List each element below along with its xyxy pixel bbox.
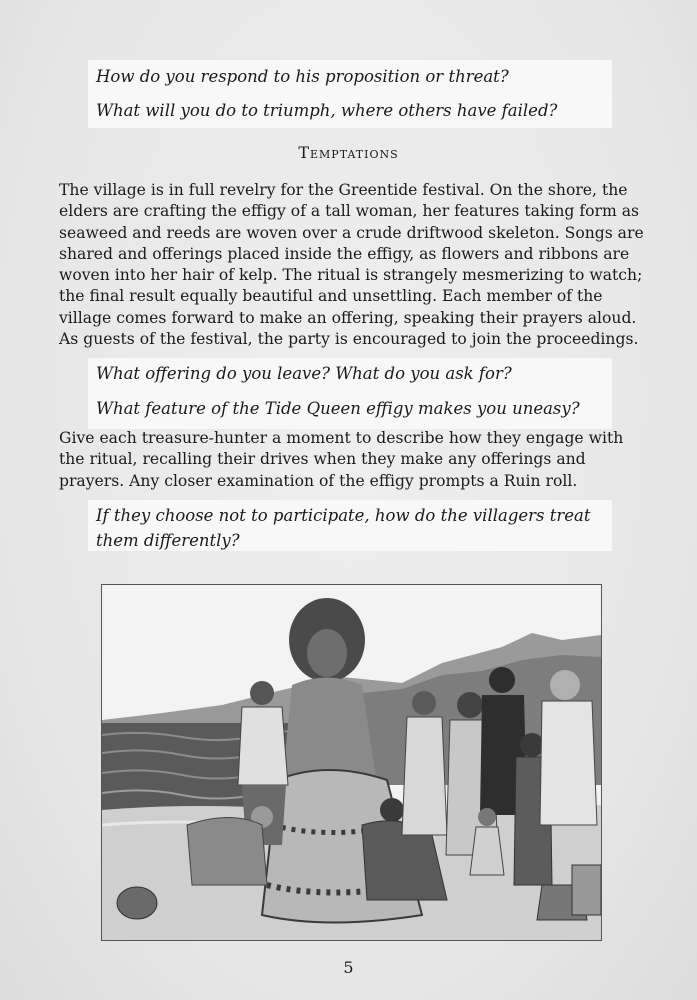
prompt-box-top bbox=[88, 60, 612, 128]
prompt-triumph: What will you do to triumph, where others have failed? bbox=[96, 101, 558, 120]
prompt-box-middle bbox=[88, 358, 612, 429]
paragraph-instructions: Give each treasure-hunter a moment to describe how they engage with the ritual, recalling their drives when they make any offerings and prayers. Any closer examination of the effigy prompts a Ruin roll. bbox=[59, 429, 624, 490]
body-paragraph-2 bbox=[59, 428, 644, 492]
prompt-box-bottom bbox=[88, 500, 612, 551]
paragraph-festival: The village is in full revelry for the Greentide festival. On the shore, the elders are crafting the effigy of a tall woman, her features taking form as seaweed and reeds are woven over a crude driftwood skeleton. Songs are shared and offerings placed inside the effigy, as flowers and ribbons are woven into her hair of kelp. The ritual is strangely mesmerizing to watch; the final result equally beautiful and unsettling. Each member of the village comes forward to make an offering, speaking their prayers aloud. As guests of the festival, the party is encouraged to join the proceedings. bbox=[59, 181, 644, 349]
effigy-scene-drawing bbox=[102, 585, 601, 940]
body-paragraph-1 bbox=[59, 180, 644, 350]
effigy-illustration bbox=[101, 584, 602, 941]
section-heading: Temptations bbox=[298, 143, 399, 162]
page-number: 5 bbox=[343, 958, 354, 977]
prompt-effigy-feature: What feature of the Tide Queen effigy makes you uneasy? bbox=[96, 399, 580, 418]
prompt-offering: What offering do you leave? What do you ask for? bbox=[96, 364, 512, 383]
prompt-not-participate: If they choose not to participate, how do the villagers treat them differently? bbox=[96, 506, 591, 550]
prompt-respond: How do you respond to his proposition or threat? bbox=[96, 67, 509, 86]
